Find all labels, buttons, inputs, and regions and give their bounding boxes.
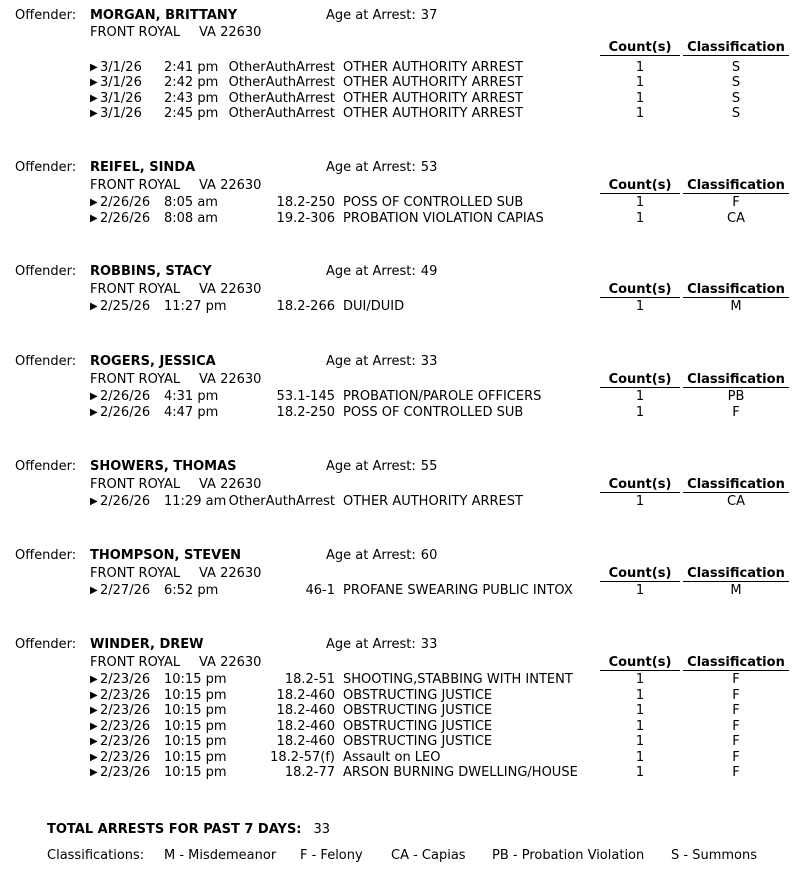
classification-column-header: Classification: [683, 282, 789, 298]
arrest-row: [0, 75, 800, 91]
offender-name: WINDER, DREW: [90, 637, 204, 652]
classification-value: F: [732, 718, 740, 734]
offender-city: FRONT ROYAL: [90, 25, 181, 40]
classification-value: F: [732, 734, 740, 749]
offender-city: FRONT ROYAL: [90, 476, 181, 492]
age-label: Age at Arrest:: [326, 459, 416, 474]
charge-description: OTHER AUTHORITY ARREST: [343, 59, 523, 75]
classification-value: CA: [727, 210, 745, 226]
arrest-time: 8:08 am: [164, 210, 218, 226]
arrest-date: 2/23/26: [100, 672, 151, 687]
address-line: [0, 178, 800, 194]
count-value: 1: [635, 195, 645, 210]
classification-value: M: [730, 583, 742, 598]
offender-name: ROBBINS, STACY: [90, 264, 212, 279]
offender-line: [0, 354, 800, 370]
count-value: 1: [635, 106, 645, 121]
charge-description: OBSTRUCTING JUSTICE: [343, 687, 493, 703]
arrest-row: [0, 106, 800, 122]
age-label: Age at Arrest:: [326, 264, 416, 279]
charge-description: DUI/DUID: [343, 299, 405, 314]
offender-state-zip: VA 22630: [199, 565, 262, 581]
row-marker-icon: ▶: [90, 767, 98, 778]
classification-value: F: [732, 765, 740, 780]
count-value: 1: [635, 672, 645, 687]
arrest-row: [0, 389, 800, 405]
arrest-time: 2:45 pm: [164, 106, 219, 121]
statute-code: 18.2-460: [276, 703, 335, 718]
arrest-time: 4:31 pm: [164, 389, 219, 404]
count-value: 1: [635, 734, 645, 749]
classifications-legend: [0, 848, 800, 864]
classification-value: F: [732, 404, 740, 420]
address-line: [0, 372, 800, 388]
age-at-arrest: [326, 160, 437, 175]
offender-line: [0, 264, 800, 280]
address-line: [0, 566, 800, 582]
charge-description: PROFANE SWEARING PUBLIC INTOX: [343, 583, 573, 598]
arrest-time: 10:15 pm: [164, 765, 227, 780]
row-marker-icon: ▶: [90, 61, 98, 73]
offender-city: FRONT ROYAL: [90, 565, 181, 581]
address-line: [0, 655, 800, 671]
offender-line: [0, 548, 800, 564]
statute-code: OtherAuthArrest: [228, 106, 335, 121]
offender-label: Offender:: [15, 264, 77, 279]
age-at-arrest: [326, 548, 437, 563]
offender-label: Offender:: [15, 160, 77, 175]
legend-item: M - Misdemeanor: [164, 848, 277, 863]
count-value: 1: [635, 404, 645, 420]
legend-item: F - Felony: [300, 848, 363, 863]
row-marker-icon: ▶: [90, 689, 98, 701]
age-at-arrest: [326, 8, 437, 23]
arrest-row: [0, 91, 800, 107]
age-at-arrest: [326, 637, 437, 652]
address-line: [0, 25, 800, 41]
arrest-date: 3/1/26: [100, 75, 142, 90]
statute-code: OtherAuthArrest: [228, 59, 335, 75]
row-marker-icon: ▶: [90, 720, 98, 732]
counts-column-header: Count(s): [600, 178, 680, 194]
arrest-time: 11:27 pm: [164, 299, 227, 314]
row-marker-icon: ▶: [90, 736, 98, 747]
charge-description: OTHER AUTHORITY ARREST: [343, 90, 523, 106]
row-marker-icon: ▶: [90, 197, 98, 208]
classification-value: S: [731, 75, 741, 90]
arrest-date: 2/27/26: [100, 583, 151, 598]
age-at-arrest: [326, 459, 437, 474]
offender-city: FRONT ROYAL: [90, 177, 181, 193]
arrest-date: 2/23/26: [100, 718, 151, 734]
total-arrests-label: TOTAL ARRESTS FOR PAST 7 DAYS:: [47, 822, 302, 837]
arrest-time: 11:29 am: [164, 494, 227, 509]
offender-line: [0, 160, 800, 176]
statute-code: 18.2-77: [284, 765, 335, 780]
age-value: 33: [420, 354, 438, 369]
offender-city: FRONT ROYAL: [90, 281, 181, 297]
counts-column-header: Count(s): [600, 477, 680, 493]
arrest-row: [0, 60, 800, 76]
arrest-date: 2/25/26: [100, 299, 151, 314]
arrest-time: 6:52 pm: [164, 583, 219, 598]
counts-column-header: Count(s): [600, 40, 680, 56]
statute-code: OtherAuthArrest: [228, 90, 335, 106]
offender-state-zip: VA 22630: [199, 25, 262, 40]
counts-column-header: Count(s): [600, 282, 680, 298]
legend-item: S - Summons: [671, 848, 757, 863]
total-arrests-line: [47, 822, 330, 837]
arrest-date: 2/23/26: [100, 734, 151, 749]
arrest-row: [0, 750, 800, 766]
charge-description: POSS OF CONTROLLED SUB: [343, 404, 524, 420]
arrest-date: 2/26/26: [100, 195, 151, 210]
classification-value: F: [732, 195, 740, 210]
statute-code: 18.2-460: [276, 734, 335, 749]
charge-description: Assault on LEO: [343, 749, 441, 765]
counts-column-header: Count(s): [600, 372, 680, 388]
arrest-row: [0, 583, 800, 599]
row-marker-icon: ▶: [90, 705, 98, 716]
classification-column-header: Classification: [683, 566, 789, 582]
charge-description: SHOOTING,STABBING WITH INTENT: [343, 672, 573, 687]
arrest-row: [0, 494, 800, 510]
row-marker-icon: ▶: [90, 77, 98, 88]
statute-code: 18.2-51: [284, 672, 335, 687]
offender-label: Offender:: [15, 8, 77, 23]
counts-column-header: Count(s): [600, 566, 680, 582]
statute-code: 18.2-266: [276, 299, 335, 314]
classifications-label: Classifications:: [47, 848, 145, 863]
row-marker-icon: ▶: [90, 108, 98, 119]
offender-state-zip: VA 22630: [199, 654, 262, 670]
row-marker-icon: ▶: [90, 92, 98, 104]
charge-description: OBSTRUCTING JUSTICE: [343, 703, 493, 718]
count-value: 1: [635, 718, 645, 734]
classification-value: S: [731, 106, 741, 121]
row-marker-icon: ▶: [90, 406, 98, 418]
arrest-time: 2:43 pm: [164, 90, 219, 106]
age-label: Age at Arrest:: [326, 548, 416, 563]
statute-code: OtherAuthArrest: [228, 494, 335, 509]
legend-item: CA - Capias: [391, 848, 466, 863]
charge-description: ARSON BURNING DWELLING/HOUSE: [343, 765, 578, 780]
arrest-time: 2:42 pm: [164, 75, 219, 90]
offender-state-zip: VA 22630: [199, 177, 262, 193]
arrest-row: [0, 688, 800, 704]
age-label: Age at Arrest:: [326, 160, 416, 175]
total-arrests-value: 33: [313, 822, 331, 837]
classification-column-header: Classification: [683, 477, 789, 493]
classification-column-header: Classification: [683, 178, 789, 194]
classification-column-header: Classification: [683, 655, 789, 671]
statute-code: OtherAuthArrest: [228, 75, 335, 90]
statute-code: 18.2-460: [276, 718, 335, 734]
count-value: 1: [635, 90, 645, 106]
count-value: 1: [635, 687, 645, 703]
offender-label: Offender:: [15, 354, 77, 369]
arrest-date: 3/1/26: [100, 90, 142, 106]
count-value: 1: [635, 703, 645, 718]
count-value: 1: [635, 765, 645, 780]
counts-column-header: Count(s): [600, 655, 680, 671]
arrest-row: [0, 672, 800, 688]
count-value: 1: [635, 494, 645, 509]
arrest-date: 2/26/26: [100, 404, 151, 420]
arrest-row: [0, 211, 800, 227]
charge-description: OTHER AUTHORITY ARREST: [343, 75, 523, 90]
arrest-time: 10:15 pm: [164, 672, 227, 687]
arrest-time: 4:47 pm: [164, 404, 219, 420]
arrest-row: [0, 703, 800, 719]
offender-city: FRONT ROYAL: [90, 371, 181, 387]
age-value: 60: [420, 548, 438, 563]
charge-description: PROBATION VIOLATION CAPIAS: [343, 210, 544, 226]
offender-name: SHOWERS, THOMAS: [90, 459, 237, 474]
age-label: Age at Arrest:: [326, 354, 416, 369]
row-marker-icon: ▶: [90, 751, 98, 763]
classification-value: S: [731, 90, 741, 106]
arrest-row: [0, 405, 800, 421]
count-value: 1: [635, 299, 645, 314]
offender-name: MORGAN, BRITTANY: [90, 8, 238, 23]
classification-value: F: [732, 749, 740, 765]
classification-value: F: [732, 703, 740, 718]
age-value: 55: [420, 459, 438, 474]
classification-value: F: [732, 672, 740, 687]
legend-item: PB - Probation Violation: [492, 848, 645, 863]
classification-value: F: [732, 687, 740, 703]
age-value: 37: [420, 8, 438, 23]
arrest-row: [0, 765, 800, 781]
offender-state-zip: VA 22630: [199, 281, 262, 297]
arrest-date: 2/26/26: [100, 494, 151, 509]
row-marker-icon: ▶: [90, 585, 98, 596]
offender-line: [0, 637, 800, 653]
arrest-date: 2/23/26: [100, 765, 151, 780]
charge-description: OBSTRUCTING JUSTICE: [343, 734, 493, 749]
offender-line: [0, 8, 800, 24]
row-marker-icon: ▶: [90, 391, 98, 402]
offender-name: ROGERS, JESSICA: [90, 354, 216, 369]
classification-value: S: [731, 59, 741, 75]
age-value: 33: [420, 637, 438, 652]
count-value: 1: [635, 389, 645, 404]
offender-name: REIFEL, SINDA: [90, 160, 196, 175]
arrest-date: 3/1/26: [100, 106, 142, 121]
arrest-time: 10:15 pm: [164, 749, 227, 765]
row-marker-icon: ▶: [90, 212, 98, 224]
charge-description: OTHER AUTHORITY ARREST: [343, 106, 523, 121]
charge-description: POSS OF CONTROLLED SUB: [343, 195, 524, 210]
arrest-time: 2:41 pm: [164, 59, 219, 75]
address-line: [0, 477, 800, 493]
arrest-date: 3/1/26: [100, 59, 142, 75]
arrest-date: 2/23/26: [100, 749, 151, 765]
arrest-date: 2/26/26: [100, 389, 151, 404]
arrest-row: [0, 299, 800, 315]
count-value: 1: [635, 749, 645, 765]
age-label: Age at Arrest:: [326, 8, 416, 23]
arrest-time: 10:15 pm: [164, 734, 227, 749]
offender-state-zip: VA 22630: [199, 371, 262, 387]
offender-city: FRONT ROYAL: [90, 654, 181, 670]
statute-code: 18.2-460: [276, 687, 335, 703]
offender-line: [0, 459, 800, 475]
age-at-arrest: [326, 264, 437, 279]
offender-label: Offender:: [15, 548, 77, 563]
count-value: 1: [635, 59, 645, 75]
count-value: 1: [635, 75, 645, 90]
age-value: 53: [420, 160, 438, 175]
arrest-row: [0, 195, 800, 211]
row-marker-icon: ▶: [90, 496, 98, 507]
classification-value: CA: [727, 494, 745, 509]
arrest-row: [0, 719, 800, 735]
statute-code: 18.2-57(f): [270, 749, 335, 765]
classification-value: PB: [727, 389, 745, 404]
charge-description: OTHER AUTHORITY ARREST: [343, 494, 523, 509]
offender-label: Offender:: [15, 459, 77, 474]
statute-code: 18.2-250: [276, 404, 335, 420]
row-marker-icon: ▶: [90, 301, 98, 312]
arrest-time: 10:15 pm: [164, 718, 227, 734]
count-value: 1: [635, 210, 645, 226]
classification-value: M: [730, 299, 742, 314]
classification-column-header: Classification: [683, 372, 789, 388]
statute-code: 18.2-250: [276, 195, 335, 210]
classification-column-header: Classification: [683, 40, 789, 56]
charge-description: OBSTRUCTING JUSTICE: [343, 718, 493, 734]
arrest-time: 10:15 pm: [164, 703, 227, 718]
arrest-date: 2/23/26: [100, 703, 151, 718]
statute-code: 53.1-145: [276, 389, 335, 404]
count-value: 1: [635, 583, 645, 598]
charge-description: PROBATION/PAROLE OFFICERS: [343, 389, 542, 404]
arrest-row: [0, 734, 800, 750]
arrest-time: 10:15 pm: [164, 687, 227, 703]
statute-code: 46-1: [305, 583, 335, 598]
offender-name: THOMPSON, STEVEN: [90, 548, 241, 563]
arrest-time: 8:05 am: [164, 195, 218, 210]
row-marker-icon: ▶: [90, 674, 98, 685]
statute-code: 19.2-306: [276, 210, 335, 226]
age-at-arrest: [326, 354, 437, 369]
address-line: [0, 282, 800, 298]
arrest-date: 2/26/26: [100, 210, 151, 226]
age-value: 49: [420, 264, 438, 279]
arrest-date: 2/23/26: [100, 687, 151, 703]
offender-state-zip: VA 22630: [199, 476, 262, 492]
age-label: Age at Arrest:: [326, 637, 416, 652]
offender-label: Offender:: [15, 637, 77, 652]
